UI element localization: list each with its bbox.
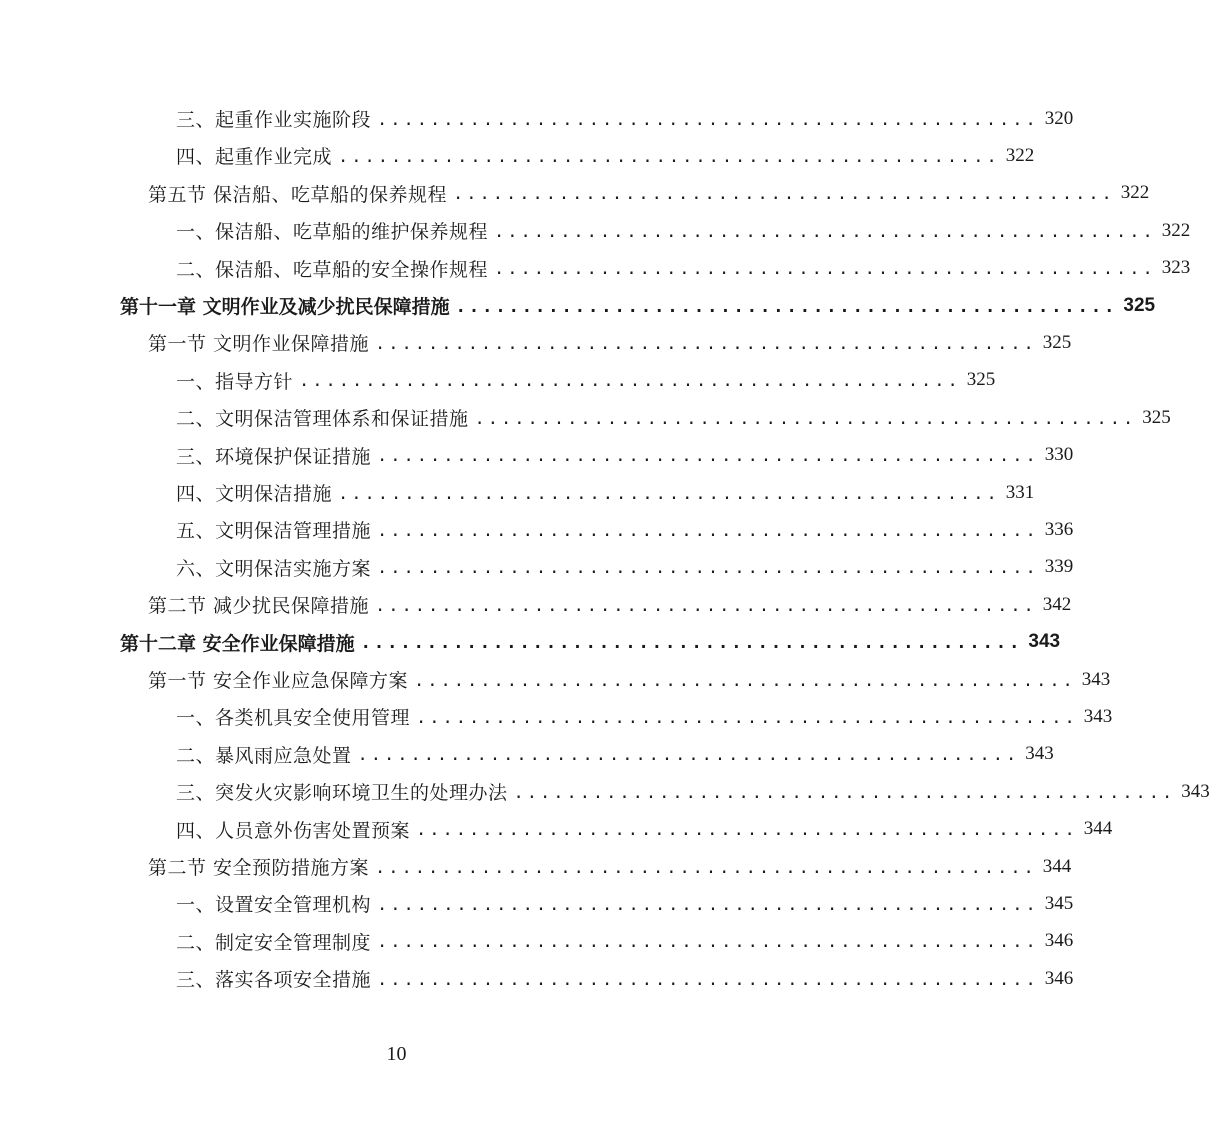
toc-entry-page: 322 bbox=[1005, 144, 1035, 166]
toc-entry-page: 345 bbox=[1044, 892, 1074, 914]
toc-entry-title: 二、保洁船、吃草船的安全操作规程 bbox=[176, 258, 489, 281]
toc-entry-page: 330 bbox=[1044, 444, 1074, 466]
toc-section-entry[interactable] bbox=[148, 324, 1072, 361]
toc-item-entry[interactable] bbox=[176, 474, 1035, 511]
toc-leader-dots: .................................................. bbox=[375, 595, 1037, 616]
toc-entry-title: 一、保洁船、吃草船的维护保养规程 bbox=[176, 221, 489, 244]
toc-entry-title: 二、制定安全管理制度 bbox=[176, 931, 372, 954]
toc-entry-title: 三、起重作业实施阶段 bbox=[176, 109, 372, 131]
toc-entry-page: 331 bbox=[1005, 481, 1035, 503]
toc-entry-title: 四、文明保洁措施 bbox=[176, 483, 333, 505]
toc-entry-page: 336 bbox=[1044, 518, 1074, 540]
toc-entry-title: 三、突发火灾影响环境卫生的处理办法 bbox=[176, 782, 508, 805]
toc-item-entry[interactable] bbox=[176, 250, 1191, 287]
toc-item-entry[interactable] bbox=[176, 137, 1035, 174]
toc-item-entry[interactable] bbox=[176, 212, 1191, 249]
toc-leader-dots: .................................................. bbox=[494, 259, 1156, 280]
toc-entry-page: 339 bbox=[1044, 556, 1074, 578]
toc-entry-title: 第二节 安全预防措施方案 bbox=[148, 857, 370, 879]
toc-entry-page: 342 bbox=[1042, 593, 1072, 615]
page-number: 10 bbox=[386, 1043, 407, 1065]
toc-entry-title: 二、文明保洁管理体系和保证措施 bbox=[176, 408, 469, 431]
toc-entry-title: 五、文明保洁管理措施 bbox=[176, 520, 372, 543]
toc-entry-page: 325 bbox=[1123, 294, 1156, 316]
toc-entry-title: 第五节 保洁船、吃草船的保养规程 bbox=[148, 183, 448, 206]
toc-leader-dots: .................................................. bbox=[453, 184, 1115, 205]
toc-entry-page: 325 bbox=[1042, 331, 1072, 353]
toc-entry-page: 325 bbox=[1142, 406, 1171, 428]
toc-leader-dots: .................................................. bbox=[377, 520, 1039, 541]
toc-leader-dots: .................................................. bbox=[377, 969, 1039, 990]
toc-leader-dots: .................................................. bbox=[416, 707, 1078, 728]
toc-item-entry[interactable] bbox=[176, 960, 1074, 997]
toc-entry-title: 第十一章 文明作业及减少扰民保障措施 bbox=[120, 296, 450, 318]
toc-leader-dots: .................................................. bbox=[494, 221, 1156, 242]
toc-entry-page: 343 bbox=[1181, 780, 1210, 802]
toc-chapter-entry[interactable] bbox=[120, 624, 1061, 661]
toc-leader-dots: .................................................. bbox=[474, 408, 1137, 429]
toc-leader-dots: .................................................. bbox=[414, 670, 1076, 691]
toc-entry-title: 一、各类机具安全使用管理 bbox=[176, 707, 411, 730]
toc-entry-title: 第十二章 安全作业保障措施 bbox=[120, 632, 355, 655]
toc-entry-page: 343 bbox=[1083, 705, 1113, 727]
toc-entry-title: 四、人员意外伤害处置预案 bbox=[176, 819, 411, 842]
toc-chapter-entry[interactable] bbox=[120, 287, 1156, 324]
toc-entry-page: 346 bbox=[1044, 967, 1074, 989]
toc-entry-page: 344 bbox=[1083, 818, 1113, 840]
toc-leader-dots: .................................................. bbox=[416, 820, 1078, 841]
toc-leader-dots: .................................................. bbox=[377, 932, 1039, 953]
toc-leader-dots: .................................................. bbox=[375, 857, 1037, 878]
toc-leader-dots: .................................................. bbox=[338, 483, 1000, 504]
toc-leader-dots: .................................................. bbox=[299, 371, 961, 392]
toc-entry-title: 三、环境保护保证措施 bbox=[176, 445, 372, 468]
toc-item-entry[interactable] bbox=[176, 736, 1054, 773]
toc-leader-dots: .................................................. bbox=[375, 333, 1037, 354]
toc-item-entry[interactable] bbox=[176, 511, 1074, 548]
toc-item-entry[interactable] bbox=[176, 549, 1074, 586]
toc-entry-page: 323 bbox=[1161, 257, 1191, 279]
toc-item-entry[interactable] bbox=[176, 362, 996, 399]
toc-entry-title: 第一节 安全作业应急保障方案 bbox=[148, 670, 409, 692]
toc-entry-title: 三、落实各项安全措施 bbox=[176, 969, 372, 992]
toc-item-entry[interactable] bbox=[176, 923, 1074, 960]
toc-entry-page: 343 bbox=[1025, 743, 1054, 765]
toc-entry-page: 344 bbox=[1042, 855, 1072, 877]
toc-leader-dots: .................................................. bbox=[360, 633, 1023, 654]
toc-leader-dots: .................................................. bbox=[377, 109, 1039, 130]
toc-leader-dots: .................................................. bbox=[377, 894, 1039, 915]
toc-entry-page: 346 bbox=[1044, 930, 1074, 952]
toc-entry-page: 343 bbox=[1028, 631, 1061, 653]
toc-entry-page: 322 bbox=[1161, 219, 1191, 241]
toc-entry-title: 第一节 文明作业保障措施 bbox=[148, 333, 370, 356]
toc-entry-page: 320 bbox=[1044, 107, 1074, 129]
toc-section-entry[interactable] bbox=[148, 586, 1072, 623]
toc-item-entry[interactable] bbox=[176, 399, 1171, 436]
toc-entry-page: 322 bbox=[1120, 182, 1150, 204]
toc-leader-dots: .................................................. bbox=[338, 146, 1000, 167]
toc-entry-title: 二、暴风雨应急处置 bbox=[176, 744, 352, 767]
toc-leader-dots: .................................................. bbox=[377, 446, 1039, 467]
toc-leader-dots: .................................................. bbox=[513, 782, 1176, 803]
toc-item-entry[interactable] bbox=[176, 811, 1113, 848]
toc-entry-title: 一、设置安全管理机构 bbox=[176, 894, 372, 917]
toc-leader-dots: .................................................. bbox=[377, 558, 1039, 579]
toc-entry-page: 325 bbox=[966, 369, 996, 391]
toc-item-entry[interactable] bbox=[176, 773, 1210, 810]
toc-item-entry[interactable] bbox=[176, 698, 1113, 735]
toc-item-entry[interactable] bbox=[176, 437, 1074, 474]
toc-item-entry[interactable] bbox=[176, 100, 1074, 137]
toc-entry-page: 343 bbox=[1081, 668, 1111, 690]
toc-entry-title: 一、指导方针 bbox=[176, 370, 294, 393]
toc-leader-dots: .................................................. bbox=[357, 745, 1020, 766]
toc-section-entry[interactable] bbox=[148, 175, 1150, 212]
toc-section-entry[interactable] bbox=[148, 661, 1111, 698]
toc-entry-title: 六、文明保洁实施方案 bbox=[176, 557, 372, 580]
toc-entry-title: 第二节 减少扰民保障措施 bbox=[148, 595, 370, 618]
toc-item-entry[interactable] bbox=[176, 885, 1074, 922]
toc-section-entry[interactable] bbox=[148, 848, 1072, 885]
toc-leader-dots: .................................................. bbox=[455, 296, 1118, 317]
toc-entry-title: 四、起重作业完成 bbox=[176, 146, 333, 169]
